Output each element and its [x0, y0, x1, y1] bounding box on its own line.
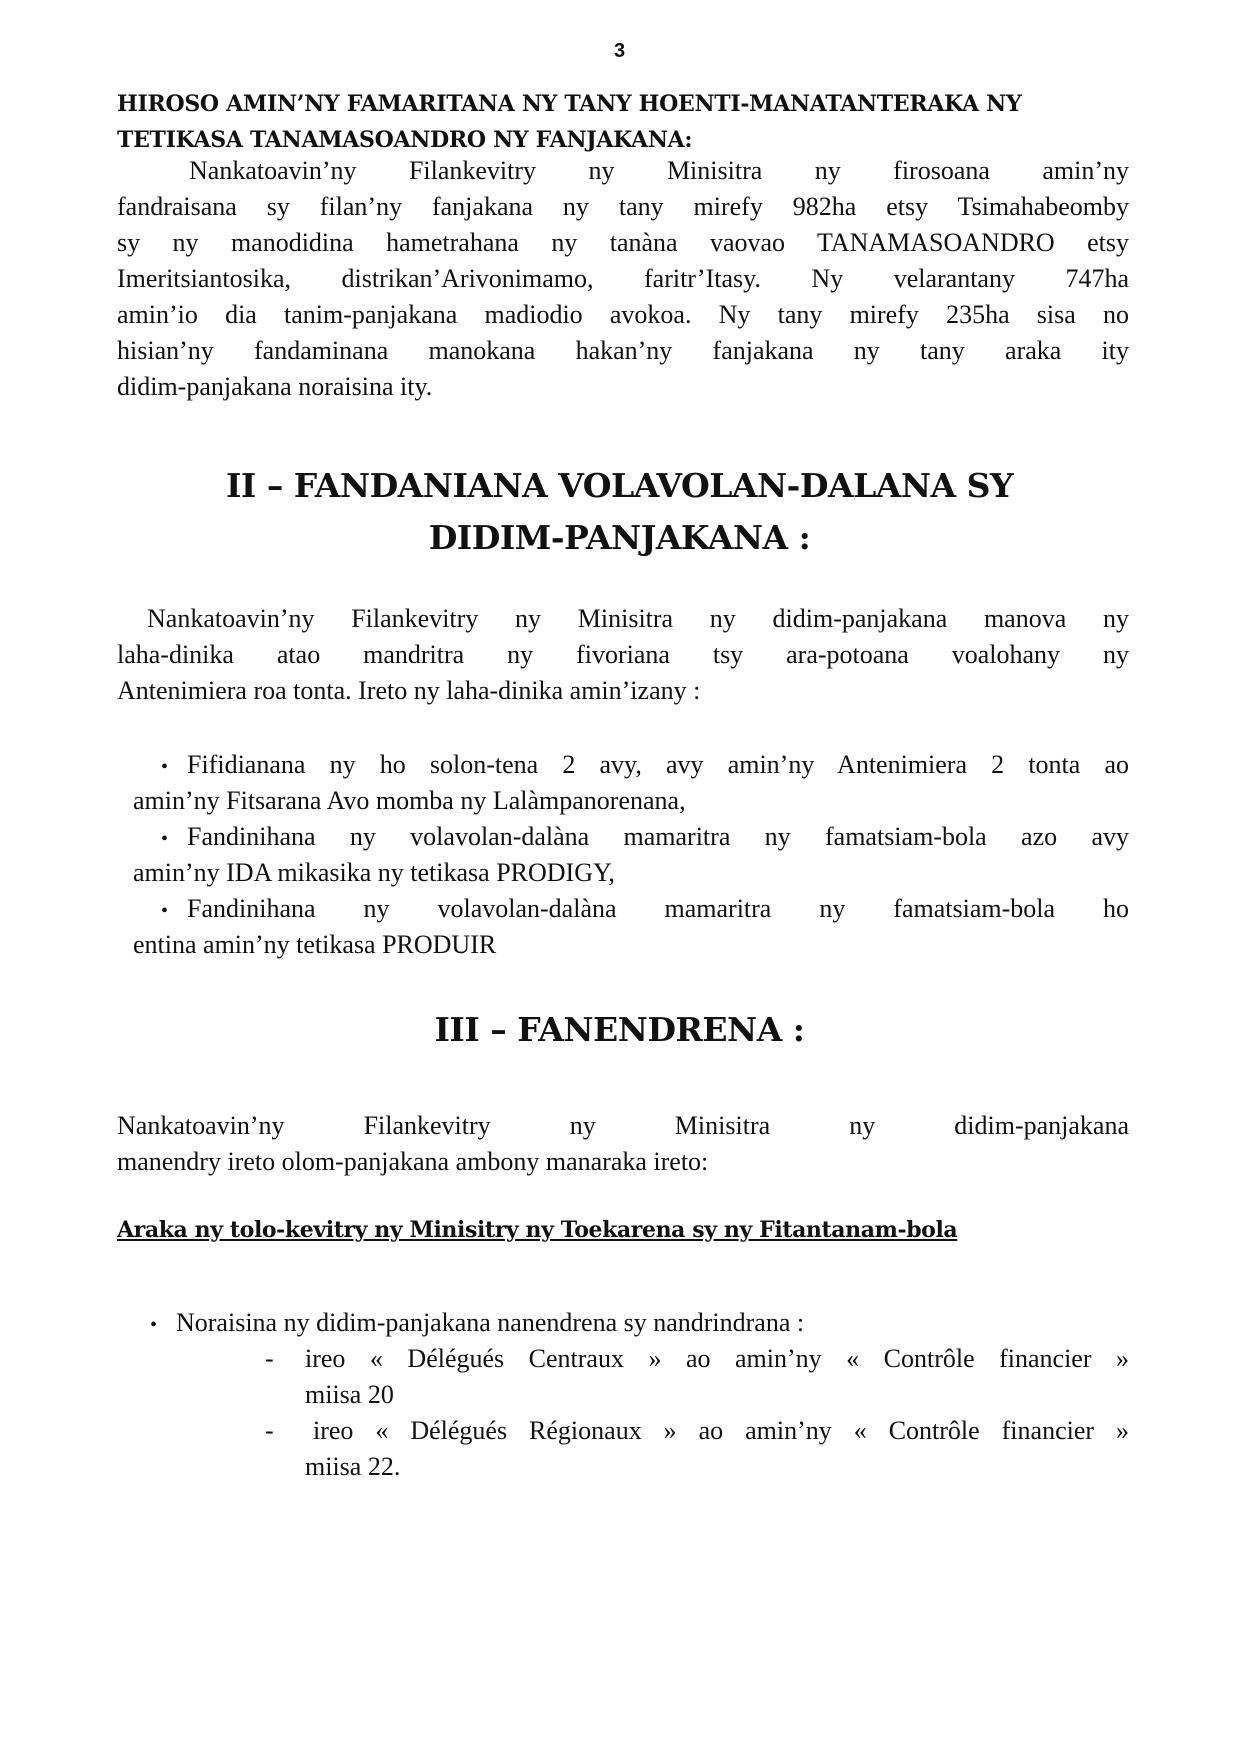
bullet-line [133, 891, 1129, 927]
section-2-title [0, 460, 1239, 564]
bullet-icon: • [161, 828, 169, 850]
bullet-text: Fifidianana ny ho solon-tena 2 avy, avy amin’ny Antenimiera 2 tonta ao [187, 750, 1129, 779]
paragraph-line: Nankatoavin’ny Filankevitry ny Minisitra ny didim-panjakana [117, 1111, 1129, 1140]
bullet-item [133, 819, 1129, 891]
paragraph-line: fandraisana sy filan’ny fanjakana ny tany mirefy 982ha etsy Tsimahabeomby [117, 192, 1129, 221]
intro-heading-line: HIROSO AMIN’NY FAMARITANA NY TANY HOENTI-MANATANTERAKA NY [117, 91, 1022, 117]
dash-line: ireo « Délégués Régionaux » ao amin’ny « Contrôle financier » [313, 1416, 1129, 1445]
section-2-paragraph [117, 601, 1129, 709]
bullet-text: Fandinihana ny volavolan-dalàna mamaritra ny famatsiam-bola azo avy [187, 822, 1129, 851]
dash-item-text [305, 1341, 1129, 1413]
dash-item [265, 1413, 1129, 1485]
dash-line: ireo « Délégués Centraux » ao amin’ny « Contrôle financier » [305, 1344, 1129, 1373]
paragraph-line: didim-panjakana noraisina ity. [117, 372, 433, 401]
bullet-text: Noraisina ny didim-panjakana nanendrena sy nandrindrana : [176, 1308, 805, 1337]
section-3-title: III – FANENDRENA : [434, 1010, 805, 1049]
section-title-line: II – FANDANIANA VOLAVOLAN-DALANA SY [225, 466, 1014, 505]
dash-icon: - [265, 1416, 274, 1445]
section-3-paragraph [117, 1108, 1129, 1180]
section-3-subheading: Araka ny tolo-kevitry ny Minisitry ny Toekarena sy ny Fitantanam-bola [117, 1217, 958, 1243]
paragraph-line: hisian’ny fandaminana manokana hakan’ny fanjakana ny tany araka ity [117, 336, 1129, 365]
bullet-item [133, 747, 1129, 819]
bullet-line: amin’ny Fitsarana Avo momba ny Lalàmpanorenana, [133, 786, 686, 815]
paragraph-line: Imeritsiantosika, distrikan’Arivonimamo, faritr’Itasy. Ny velarantany 747ha [117, 264, 1129, 293]
dash-line: miisa 22. [305, 1452, 401, 1481]
bullet-icon: • [150, 1314, 158, 1336]
dash-line: miisa 20 [305, 1380, 394, 1409]
bullet-line [150, 1305, 1129, 1341]
page-number: 3 [613, 40, 626, 62]
bullet-icon: • [161, 900, 169, 922]
bullet-line: amin’ny IDA mikasika ny tetikasa PRODIGY, [133, 858, 615, 887]
section-2-bullet-list [133, 747, 1129, 963]
bullet-line: entina amin’ny tetikasa PRODUIR [133, 930, 497, 959]
section-title-line: DIDIM-PANJAKANA : [428, 518, 811, 557]
paragraph-line: laha-dinika atao mandritra ny fivoriana tsy ara-potoana voalohany ny [117, 640, 1129, 669]
paragraph-line: sy ny manodidina hametrahana ny tanàna vaovao TANAMASOANDRO etsy [117, 228, 1129, 257]
bullet-line [133, 747, 1129, 783]
bullet-line [133, 819, 1129, 855]
intro-heading [117, 86, 1129, 158]
paragraph-line: manendry ireto olom-panjakana ambony manaraka ireto: [117, 1147, 709, 1176]
bullet-item [133, 891, 1129, 963]
intro-paragraph [117, 153, 1129, 405]
dash-item-text [305, 1413, 1129, 1485]
paragraph-line: Antenimiera roa tonta. Ireto ny laha-dinika amin’izany : [117, 676, 701, 705]
section-3-bullet [150, 1305, 1129, 1341]
bullet-icon: • [161, 756, 169, 778]
dash-item [265, 1341, 1129, 1413]
bullet-text: Fandinihana ny volavolan-dalàna mamaritra ny famatsiam-bola ho [187, 894, 1129, 923]
dash-icon: - [265, 1344, 274, 1373]
intro-heading-line: TETIKASA TANAMASOANDRO NY FANJAKANA: [117, 127, 693, 153]
paragraph-line: Nankatoavin’ny Filankevitry ny Minisitra ny didim-panjakana manova ny [147, 604, 1129, 633]
paragraph-line: amin’io dia tanim-panjakana madiodio avokoa. Ny tany mirefy 235ha sisa no [117, 300, 1129, 329]
paragraph-line: Nankatoavin’ny Filankevitry ny Minisitra ny firosoana amin’ny [189, 156, 1129, 185]
